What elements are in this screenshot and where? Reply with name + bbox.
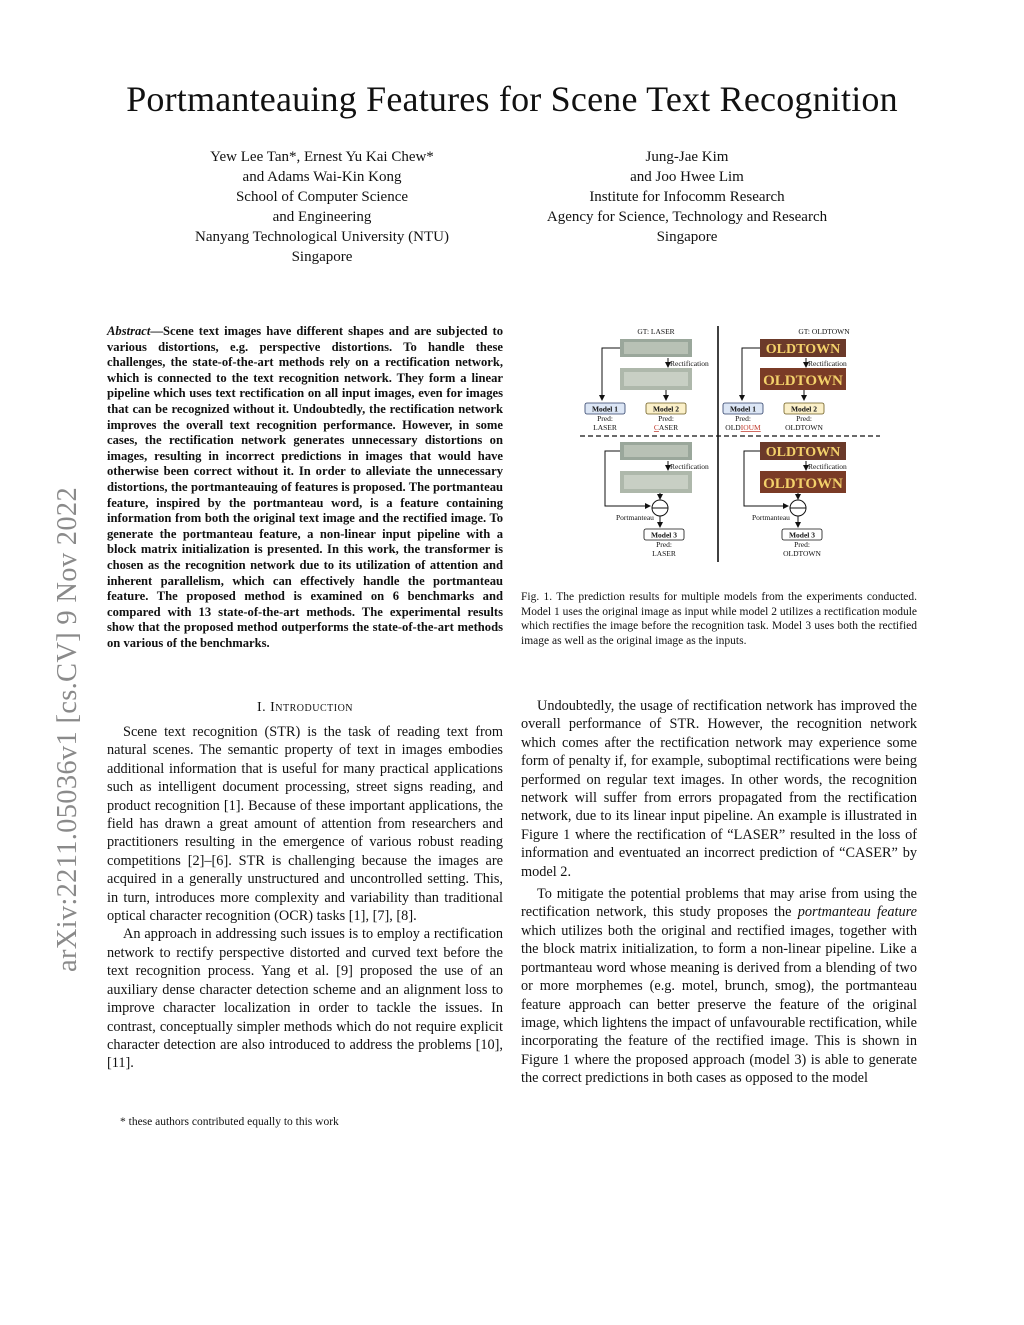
oldtown-sign-arched: OLDTOWN <box>765 342 841 357</box>
paragraph: Scene text recognition (STR) is the task of reading text from natural scenes. The semantic property of text in images embodies additional information that is useful for many practical applications such as intelligent document processing, street signs reading, and product recognition [1]. Because of these important applications, the field has drawn a great amount of attention from researchers and practitioners resulting in the emergence of various robust reading competitions [2]–[6]. STR is challenging because the images are acquired in a generally unstructured and uncontrolled setting. This, in turn, introduces more complexity and variability than traditional optical character recognition (OCR) tasks [1], [7], [8]. <box>107 724 503 925</box>
section-title: Introduction <box>270 700 354 715</box>
author-affiliation: School of Computer Science <box>235 189 409 205</box>
image-texture <box>624 445 688 457</box>
paper-title: Portmanteauing Features for Scene Text Recognition <box>126 79 898 119</box>
paragraph: Undoubtedly, the usage of rectification network has improved the overall performance of STR. However, the recognition network which comes after the rectification network may experience some form of penalty if, for example, suboptimal rectifications were being performed on regular text images. In other words, the recognition network will suffer from errors propagated from the rectification network, due to its linear input pipeline. An example is illustrated in Figure 1 where the rectification of “LASER” resulted in the loss of information and eventuated an incorrect prediction of “CASER” by model 2. <box>521 698 917 880</box>
pred-label: Pred: <box>796 414 812 423</box>
oldtown-sign-rectified: OLDTOWN <box>763 373 843 389</box>
arxiv-identifier-stamp <box>44 412 100 972</box>
model-2-label: Model 2 <box>790 404 818 414</box>
figure-caption: Fig. 1. The prediction results for multiple models from the experiments conducted. Model 1 uses the original image as input while model 2 utilizes a rectification module which rectifies the image before the recognition task. Model 3 uses both the rectified image as well as the original image as the inputs. <box>521 591 917 647</box>
author-names: Yew Lee Tan*, Ernest Yu Kai Chew* <box>210 149 434 165</box>
oldtown-sign-arched: OLDTOWN <box>765 445 841 460</box>
paragraph-text: which utilizes both the original and rectified images, together with the block matrix initialization, to form a non-linear pipeline. Like a portmanteau word whose meaning is derived from a blending of two or more morphemes (e.g. motel, brunch, smog), the portmanteau feature approach can better preserve the feature of the original image, which lightens the impact of unfavourable rectification, while incorporating the feature of the rectified image. This is shown in Figure 1 where the proposed approach (model 3) is able to generate the correct predictions in both cases as opposed to the model <box>521 922 917 1087</box>
prediction-laser: LASER <box>593 423 617 432</box>
author-affiliation: Institute for Infocomm Research <box>589 189 785 205</box>
model-2-label: Model 2 <box>652 404 680 414</box>
introduction-left-column <box>107 723 503 1073</box>
author-names: and Adams Wai-Kin Kong <box>242 169 402 185</box>
abstract-label: Abstract <box>107 324 151 338</box>
section-heading <box>107 700 503 716</box>
prediction-laser: LASER <box>652 549 676 558</box>
author-names: Jung-Jae Kim <box>645 149 729 165</box>
section-numeral: I. <box>256 700 267 715</box>
rectification-label: Rectification <box>670 359 709 368</box>
model-3-label: Model 3 <box>650 530 678 540</box>
oldtown-sign-rectified: OLDTOWN <box>763 476 843 492</box>
paragraph-text: To mitigate the potential problems that may arise from using the rectification network, this study proposes the <box>521 886 917 921</box>
image-texture <box>624 372 688 386</box>
author-affiliation: Nanyang Technological University (NTU) <box>194 229 450 245</box>
image-texture <box>624 342 688 354</box>
pred-label: Pred: <box>658 414 674 423</box>
author-affiliation: Singapore <box>291 249 353 265</box>
prediction-oldtown: OLDTOWN <box>783 549 821 558</box>
gt-label-right: GT: OLDTOWN <box>798 327 850 336</box>
rectification-label: Rectification <box>808 359 847 368</box>
introduction-right-column <box>521 697 917 1088</box>
author-names: and Joo Hwee Lim <box>630 169 744 185</box>
author-affiliation: Singapore <box>656 229 718 245</box>
paragraph <box>521 885 917 1087</box>
abstract-text: —Scene text images have different shapes and are subjected to various distortions, e.g. perspective distortions. To handle these challenges, the state-of-the-art methods rely on a rectification network, which is connected to the text recognition network. They form a linear pipeline which uses text rectification on all input images, even for images that can be recognized without it. Undoubtedly, the rectification network improves the overall text recognition performance. However, in some cases, the rectification network generates unnecessary distortions on images, resulting in incorrect predictions in images that would have otherwise been correct without it. In order to alleviate the unnecessary distortions, the portmanteauing of features is proposed. The portmanteau feature, inspired by the portmanteau word, is a feature containing information from both the original text image and the rectified image. To generate the portmanteau feature, a non-linear input pipeline with a block matrix initialization is presented. In this work, the transformer is chosen as the recognition network due to its utilization of attention and inherent parallelism, which can effectively handle the portmanteau feature. The proposed method is examined on 6 benchmarks and compared with 13 state-of-the-art methods. The experimental results show that the proposed method outperforms the state-of-the-art methods on various of the benchmarks. <box>107 324 503 650</box>
emphasized-term: portmanteau feature <box>797 904 917 921</box>
figure-1-diagram <box>580 324 880 564</box>
paragraph: An approach in addressing such issues is to employ a rectification network to rectify perspective distorted and curved text before the text recognition process. Yang et al. [9] proposed the use of an auxiliary dense character detection scheme and an alignment loss to improve character localization in order to tackle the issues. In contrast, conceptually simpler methods which do not require explicit character detection are also introduced to address the problems [10], [11]. <box>107 926 503 1072</box>
abstract <box>107 324 503 651</box>
portmanteau-label: Portmanteau <box>752 513 790 522</box>
model-3-label: Model 3 <box>788 530 816 540</box>
prediction-oldtown: OLDTOWN <box>785 423 823 432</box>
author-affiliation-i2r <box>522 147 852 247</box>
footnote: * these authors contributed equally to this work <box>120 1116 339 1128</box>
pred-label: Pred: <box>794 540 810 549</box>
prediction-oldioum: OLDIOUM <box>725 423 761 432</box>
rectification-label: Rectification <box>808 462 847 471</box>
rectification-label: Rectification <box>670 462 709 471</box>
portmanteau-label: Portmanteau <box>616 513 654 522</box>
pred-label: Pred: <box>597 414 613 423</box>
arrow <box>602 348 620 400</box>
image-texture <box>624 475 688 489</box>
author-affiliation-ntu <box>160 147 484 267</box>
gt-label-left: GT: LASER <box>637 327 675 336</box>
author-affiliation: and Engineering <box>272 209 372 225</box>
pred-label: Pred: <box>735 414 751 423</box>
prediction-caser: CASER <box>653 423 679 432</box>
arxiv-identifier-text: arXiv:2211.05036v1 [cs.CV] 9 Nov 2022 <box>52 487 83 972</box>
author-affiliation: Agency for Science, Technology and Research <box>546 209 828 225</box>
model-1-label: Model 1 <box>729 404 757 414</box>
model-1-label: Model 1 <box>591 404 619 414</box>
pred-label: Pred: <box>656 540 672 549</box>
arrow <box>742 348 760 400</box>
